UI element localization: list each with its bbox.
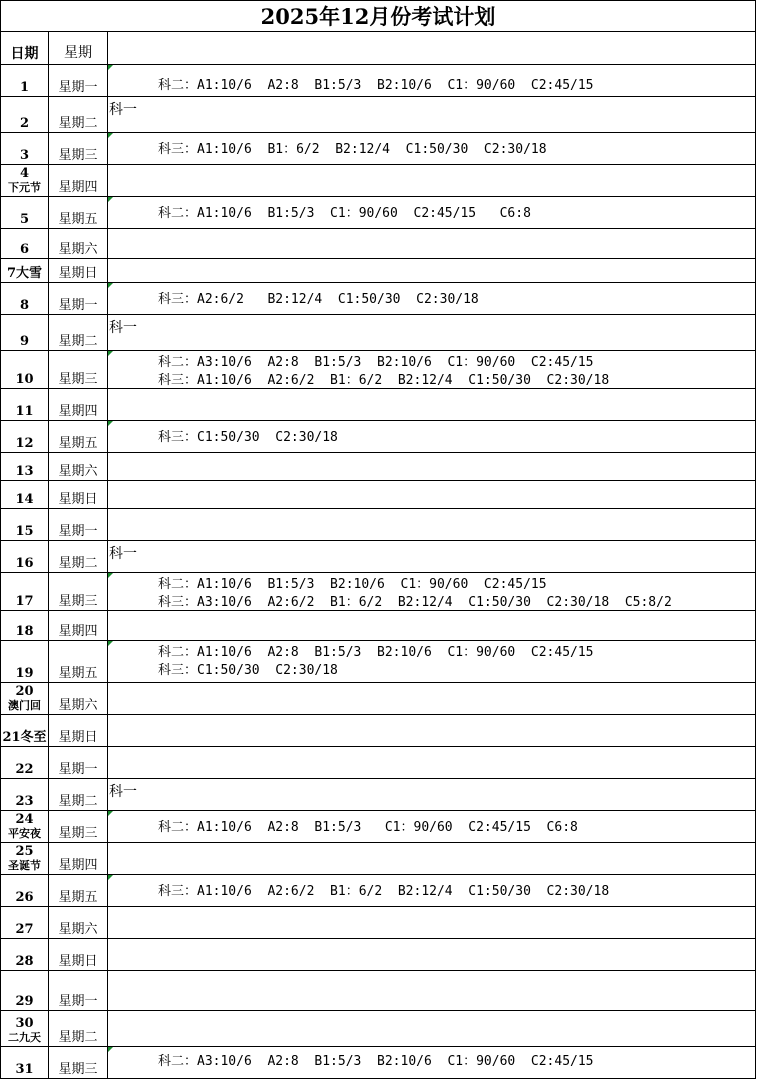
weekday-cell: 星期一: [49, 509, 108, 541]
holiday-label: 下元节: [8, 181, 41, 194]
weekday-cell: 星期四: [49, 389, 108, 421]
date-number: 8: [19, 298, 30, 313]
weekday-header: 星期: [49, 32, 108, 65]
weekday-cell: 星期一: [49, 283, 108, 315]
weekday-cell: 星期五: [49, 641, 108, 683]
table-row: [0, 1047, 756, 1079]
plan-cell[interactable]: [108, 283, 756, 315]
date-cell: [0, 259, 49, 283]
weekday-cell: 星期四: [49, 843, 108, 875]
plan-cell[interactable]: [108, 389, 756, 421]
date-cell: [0, 351, 49, 389]
date-number: 11: [15, 404, 34, 419]
date-number: 2: [19, 116, 30, 131]
date-cell: [0, 421, 49, 453]
date-cell: [0, 747, 49, 779]
date-number: 28: [15, 954, 34, 969]
plan-cell[interactable]: [108, 779, 756, 811]
date-number: 21冬至: [2, 730, 47, 745]
exam-plan-lines: [158, 291, 479, 309]
date-cell: [0, 97, 49, 133]
date-cell: [0, 453, 49, 481]
date-cell: [0, 389, 49, 421]
table-row: [0, 715, 756, 747]
date-header: 日期: [0, 32, 49, 65]
date-number: 29: [15, 994, 34, 1009]
date-number: 12: [15, 436, 34, 451]
date-cell: [0, 229, 49, 259]
date-number: 24: [15, 812, 34, 827]
date-number: 13: [15, 464, 34, 479]
plan-cell[interactable]: [108, 1011, 756, 1047]
table-row: [0, 811, 756, 843]
exam-plan-lines: [158, 1053, 594, 1071]
table-row: [0, 971, 756, 1011]
date-cell: [0, 509, 49, 541]
table-row: [0, 1011, 756, 1047]
date-cell: [0, 197, 49, 229]
plan-cell[interactable]: [108, 229, 756, 259]
sheet-title: 2025年12月份考试计划: [0, 0, 756, 32]
table-row: [0, 683, 756, 715]
weekday-cell: 星期一: [49, 971, 108, 1011]
plan-cell[interactable]: [108, 811, 756, 843]
plan-cell[interactable]: [108, 715, 756, 747]
date-number: 9: [19, 334, 30, 349]
plan-cell[interactable]: [108, 843, 756, 875]
date-cell: [0, 481, 49, 509]
table-row: [0, 907, 756, 939]
weekday-cell: 星期六: [49, 453, 108, 481]
header-row: [0, 32, 756, 65]
date-cell: [0, 133, 49, 165]
weekday-cell: 星期日: [49, 259, 108, 283]
table-row: [0, 747, 756, 779]
exam-plan-line: 科二：A1:10/6 B1:5/3 C1：90/60 C2:45/15 C6:8: [158, 206, 531, 221]
exam-plan-line: 科三：A1:10/6 B1：6/2 B2:12/4 C1:50/30 C2:30/18: [158, 142, 547, 157]
comment-marker-icon: [108, 573, 113, 578]
exam-plan-line: 科二：A1:10/6 B1:5/3 B2:10/6 C1：90/60 C2:45/15: [158, 577, 547, 592]
comment-marker-icon: [108, 65, 113, 70]
subject1-label: 科一: [109, 320, 137, 336]
plan-cell[interactable]: [108, 683, 756, 715]
table-row: [0, 573, 756, 611]
date-cell: [0, 1011, 49, 1047]
plan-cell[interactable]: [108, 907, 756, 939]
table-row: [0, 641, 756, 683]
table-row: [0, 197, 756, 229]
date-number: 15: [15, 524, 34, 539]
date-cell: [0, 683, 49, 715]
plan-cell[interactable]: [108, 65, 756, 97]
weekday-cell: 星期日: [49, 715, 108, 747]
table-row: [0, 97, 756, 133]
date-number: 7大雪: [6, 266, 43, 281]
date-number: 6: [19, 242, 30, 257]
weekday-cell: 星期四: [49, 611, 108, 641]
table-row: [0, 509, 756, 541]
exam-plan-lines: [158, 141, 547, 159]
date-cell: [0, 283, 49, 315]
exam-plan-line: 科三：A3:10/6 A2:6/2 B1：6/2 B2:12/4 C1:50/30 C2:30/18 C5:8/2: [158, 595, 672, 610]
exam-plan-lines: [158, 205, 531, 223]
exam-plan-line: 科三：A1:10/6 A2:6/2 B1：6/2 B2:12/4 C1:50/30 C2:30/18: [158, 373, 610, 388]
weekday-cell: 星期六: [49, 907, 108, 939]
table-row: [0, 453, 756, 481]
comment-marker-icon: [108, 283, 113, 288]
date-number: 23: [15, 794, 34, 809]
table-row: [0, 481, 756, 509]
date-number: 26: [15, 890, 34, 905]
weekday-cell: 星期五: [49, 875, 108, 907]
plan-cell[interactable]: [108, 481, 756, 509]
exam-plan-lines: [158, 429, 338, 447]
date-number: 19: [15, 666, 34, 681]
weekday-cell: 星期二: [49, 97, 108, 133]
date-number: 4: [19, 166, 30, 181]
weekday-cell: 星期三: [49, 1047, 108, 1079]
comment-marker-icon: [108, 875, 113, 880]
date-cell: [0, 939, 49, 971]
exam-plan-line: 科三：A2:6/2 B2:12/4 C1:50/30 C2:30/18: [158, 292, 479, 307]
date-number: 30: [15, 1016, 34, 1031]
date-cell: [0, 573, 49, 611]
comment-marker-icon: [108, 421, 113, 426]
plan-cell[interactable]: [108, 641, 756, 683]
exam-plan-line: 科二：A1:10/6 A2:8 B1:5/3 B2:10/6 C1：90/60 C2:45/15: [158, 645, 594, 660]
date-number: 18: [15, 624, 34, 639]
subject1-label: 科一: [109, 546, 137, 562]
weekday-cell: 星期五: [49, 421, 108, 453]
plan-cell[interactable]: [108, 541, 756, 573]
weekday-cell: 星期三: [49, 573, 108, 611]
weekday-cell: 星期一: [49, 65, 108, 97]
date-cell: [0, 907, 49, 939]
plan-cell[interactable]: [108, 421, 756, 453]
table-row: [0, 165, 756, 197]
holiday-label: 澳门回: [8, 699, 41, 712]
date-cell: [0, 641, 49, 683]
comment-marker-icon: [108, 197, 113, 202]
date-number: 3: [19, 148, 30, 163]
exam-plan-line: 科三：C1:50/30 C2:30/18: [158, 430, 338, 445]
date-number: 16: [15, 556, 34, 571]
plan-cell[interactable]: [108, 165, 756, 197]
table-row: [0, 939, 756, 971]
plan-cell[interactable]: [108, 351, 756, 389]
date-number: 5: [19, 212, 30, 227]
table-row: [0, 843, 756, 875]
date-cell: [0, 715, 49, 747]
comment-marker-icon: [108, 1047, 113, 1052]
exam-plan-line: 科三：A1:10/6 A2:6/2 B1：6/2 B2:12/4 C1:50/30 C2:30/18: [158, 884, 610, 899]
weekday-cell: 星期五: [49, 197, 108, 229]
date-number: 1: [19, 80, 30, 95]
table-row: [0, 541, 756, 573]
table-row: [0, 229, 756, 259]
table-row: [0, 779, 756, 811]
weekday-cell: 星期日: [49, 939, 108, 971]
plan-cell[interactable]: [108, 611, 756, 641]
date-cell: [0, 65, 49, 97]
table-row: [0, 875, 756, 907]
table-row: [0, 283, 756, 315]
table-row: [0, 389, 756, 421]
weekday-cell: 星期二: [49, 1011, 108, 1047]
date-cell: [0, 541, 49, 573]
date-cell: [0, 971, 49, 1011]
exam-plan-lines: [158, 576, 672, 612]
table-row: [0, 611, 756, 641]
weekday-cell: 星期六: [49, 229, 108, 259]
exam-plan-line: 科二：A1:10/6 A2:8 B1:5/3 B2:10/6 C1：90/60 C2:45/15: [158, 78, 594, 93]
exam-plan-lines: [158, 77, 594, 95]
weekday-cell: 星期三: [49, 351, 108, 389]
holiday-label: 二九天: [8, 1031, 41, 1044]
date-number: 25: [15, 844, 34, 859]
holiday-label: 平安夜: [8, 827, 41, 840]
weekday-cell: 星期二: [49, 541, 108, 573]
plan-cell[interactable]: [108, 875, 756, 907]
plan-cell[interactable]: [108, 197, 756, 229]
plan-cell[interactable]: [108, 133, 756, 165]
exam-plan-lines: [158, 354, 609, 390]
plan-cell[interactable]: [108, 1047, 756, 1079]
plan-cell[interactable]: [108, 315, 756, 351]
comment-marker-icon: [108, 811, 113, 816]
date-cell: [0, 1047, 49, 1079]
date-number: 10: [15, 372, 34, 387]
subject1-label: 科一: [109, 784, 137, 800]
date-cell: [0, 611, 49, 641]
weekday-cell: 星期六: [49, 683, 108, 715]
comment-marker-icon: [108, 351, 113, 356]
weekday-cell: 星期二: [49, 315, 108, 351]
date-cell: [0, 165, 49, 197]
plan-cell[interactable]: [108, 939, 756, 971]
date-cell: [0, 843, 49, 875]
weekday-cell: 星期二: [49, 779, 108, 811]
date-number: 22: [15, 762, 34, 777]
plan-cell[interactable]: [108, 509, 756, 541]
date-cell: [0, 779, 49, 811]
table-row: [0, 259, 756, 283]
date-number: 27: [15, 922, 34, 937]
date-cell: [0, 315, 49, 351]
exam-plan-line: 科二：A1:10/6 A2:8 B1:5/3 C1：90/60 C2:45/15 C6:8: [158, 820, 578, 835]
table-row: [0, 133, 756, 165]
exam-plan-lines: [158, 644, 594, 680]
exam-plan-line: 科二：A3:10/6 A2:8 B1:5/3 B2:10/6 C1：90/60 C2:45/15: [158, 1054, 594, 1069]
plan-cell[interactable]: [108, 97, 756, 133]
date-number: 14: [15, 492, 34, 507]
table-row: [0, 351, 756, 389]
table-row: [0, 315, 756, 351]
plan-cell[interactable]: [108, 259, 756, 283]
date-number: 20: [15, 684, 34, 699]
date-cell: [0, 875, 49, 907]
plan-header: [108, 32, 756, 65]
weekday-cell: 星期一: [49, 747, 108, 779]
comment-marker-icon: [108, 133, 113, 138]
table-row: [0, 65, 756, 97]
weekday-cell: 星期日: [49, 481, 108, 509]
plan-cell[interactable]: [108, 573, 756, 611]
weekday-cell: 星期四: [49, 165, 108, 197]
weekday-cell: 星期三: [49, 133, 108, 165]
weekday-cell: 星期三: [49, 811, 108, 843]
plan-cell[interactable]: [108, 747, 756, 779]
table-row: [0, 421, 756, 453]
holiday-label: 圣诞节: [8, 859, 41, 872]
exam-plan-line: 科三：C1:50/30 C2:30/18: [158, 663, 338, 678]
date-number: 17: [15, 594, 34, 609]
plan-cell[interactable]: [108, 971, 756, 1011]
subject1-label: 科一: [109, 102, 137, 118]
exam-plan-lines: [158, 819, 578, 837]
date-cell: [0, 811, 49, 843]
comment-marker-icon: [108, 641, 113, 646]
exam-plan-lines: [158, 883, 609, 901]
date-number: 31: [15, 1062, 34, 1077]
exam-plan-line: 科二：A3:10/6 A2:8 B1:5/3 B2:10/6 C1：90/60 C2:45/15: [158, 355, 594, 370]
plan-cell[interactable]: [108, 453, 756, 481]
